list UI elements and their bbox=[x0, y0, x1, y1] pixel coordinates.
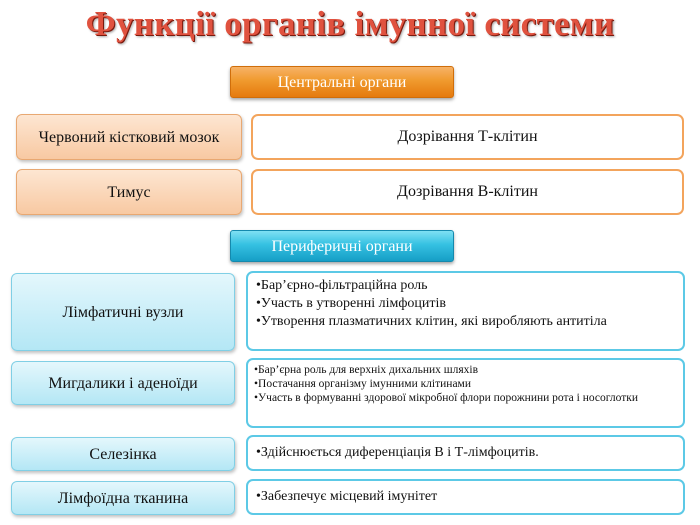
list-item: • Постачання організму імунними клітинами bbox=[254, 377, 677, 391]
bullet-list bbox=[248, 444, 547, 462]
list-item: • Здійснюється диференціація В і Т-лімфоцитів. bbox=[256, 444, 539, 462]
peripheral-function-spleen bbox=[246, 435, 685, 471]
central-function-bone-marrow: Дозрівання Т-клітин bbox=[251, 114, 684, 160]
peripheral-organ-spleen: Селезінка bbox=[11, 437, 235, 471]
central-organ-thymus: Тимус bbox=[16, 169, 242, 215]
peripheral-function-lymph-nodes bbox=[246, 271, 685, 351]
list-item: • Участь в утворенні лімфоцитів bbox=[256, 295, 675, 313]
list-item: • Бар’єрна роль для верхніх дихальних шляхів bbox=[254, 363, 677, 377]
peripheral-function-lymphoid-tissue bbox=[246, 479, 685, 515]
list-item: • Утворення плазматичних клітин, які виробляють антитіла bbox=[256, 313, 675, 331]
list-item: • Бар’єрно-фільтраційна роль bbox=[256, 277, 675, 295]
list-item: • Участь в формуванні здорової мікробної флори порожнини рота і носоглотки bbox=[254, 391, 677, 405]
bullet-list bbox=[248, 277, 683, 331]
bullet-list bbox=[248, 488, 445, 506]
central-function-thymus: Дозрівання В-клітин bbox=[251, 169, 684, 215]
peripheral-organ-lymphoid-tissue: Лімфоїдна тканина bbox=[11, 481, 235, 515]
list-item: • Забезпечує місцевий імунітет bbox=[256, 488, 437, 506]
peripheral-organs-header: Периферичні органи bbox=[230, 230, 454, 262]
peripheral-organ-tonsils: Мигдалики і аденоїди bbox=[11, 361, 235, 405]
central-organ-bone-marrow: Червоний кістковий мозок bbox=[16, 114, 242, 160]
central-organs-header: Центральні органи bbox=[230, 66, 454, 98]
page-title: Функції органів імунної системи bbox=[85, 4, 615, 43]
peripheral-function-tonsils bbox=[246, 358, 685, 428]
peripheral-organ-lymph-nodes: Лімфатичні вузли bbox=[11, 273, 235, 351]
bullet-list bbox=[248, 363, 683, 405]
